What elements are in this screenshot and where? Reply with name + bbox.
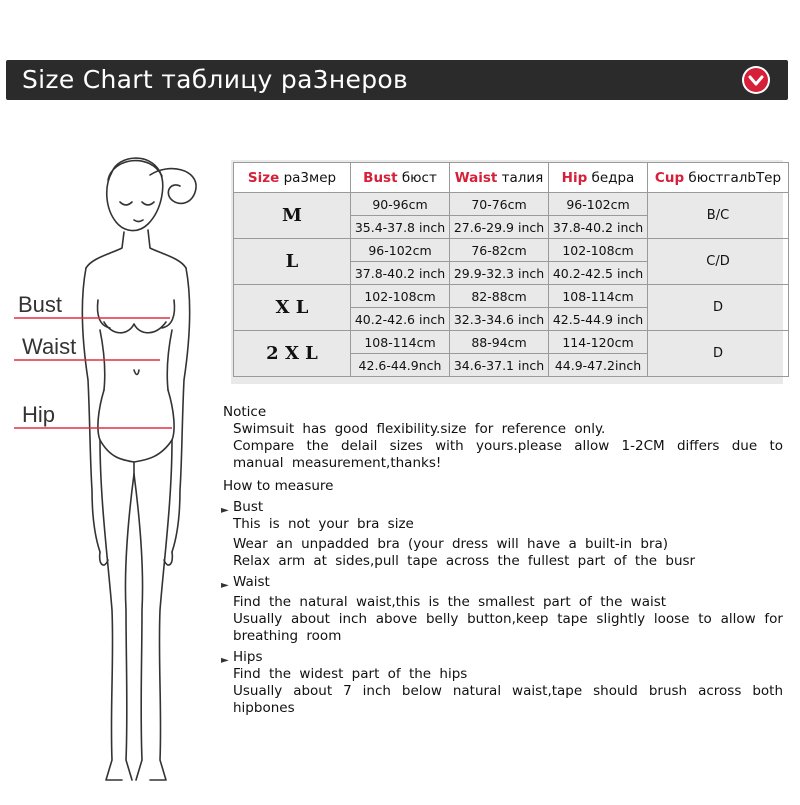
- waist-inch-cell: 32.3-34.6 inch: [450, 308, 549, 331]
- hips-note-line: Usually about 7 inch below natural waist,tape should brush across both hipbones: [233, 683, 783, 716]
- hip-inch-cell: 42.5-44.9 inch: [549, 308, 648, 331]
- bust-cm-cell: 108-114cm: [351, 331, 450, 354]
- size-cell: X L: [234, 285, 351, 331]
- waist-label: Waist: [22, 334, 77, 359]
- size-cell: L: [234, 239, 351, 285]
- waist-note-line: Find the natural waist,this is the smallest part of the waist: [233, 594, 667, 610]
- notice-line: Compare the delail sizes with yours.please allow 1-2CM differs due to manual measurement,thanks!: [233, 438, 783, 471]
- arrow-right-icon: ►: [221, 655, 229, 666]
- cup-cell: B/C: [648, 193, 789, 239]
- waist-inch-cell: 29.9-32.3 inch: [450, 262, 549, 285]
- notice-line: Swimsuit has good flexibility.size for reference only.: [233, 421, 606, 437]
- body-figure: [0, 140, 215, 800]
- measurement-notes: [223, 404, 783, 717]
- bust-section-title: Bust: [233, 499, 264, 515]
- waist-section-heading: [223, 574, 783, 591]
- hip-label: Hip: [22, 402, 56, 427]
- table-row: [234, 193, 789, 216]
- header-hip: Hip бедра: [549, 163, 648, 193]
- table-row: [234, 239, 789, 262]
- hips-section-heading: [223, 649, 783, 666]
- bust-cm-cell: 90-96cm: [351, 193, 450, 216]
- waist-inch-cell: 34.6-37.1 inch: [450, 354, 549, 377]
- hip-cm-cell: 102-108cm: [549, 239, 648, 262]
- waist-cm-cell: 88-94cm: [450, 331, 549, 354]
- hip-cm-cell: 96-102cm: [549, 193, 648, 216]
- waist-inch-cell: 27.6-29.9 inch: [450, 216, 549, 239]
- cup-cell: D: [648, 331, 789, 377]
- bust-note-line: Wear an unpadded bra (your dress will have a built-in bra): [233, 536, 669, 552]
- hip-inch-cell: 44.9-47.2inch: [549, 354, 648, 377]
- waist-cm-cell: 70-76cm: [450, 193, 549, 216]
- bust-inch-cell: 42.6-44.9nch: [351, 354, 450, 377]
- size-cell: M: [234, 193, 351, 239]
- hip-cm-cell: 114-120cm: [549, 331, 648, 354]
- waist-section-title: Waist: [233, 574, 270, 590]
- size-table: [233, 162, 789, 377]
- banner-title: Size Chart таблицу ра3неров: [22, 65, 409, 94]
- bust-cm-cell: 102-108cm: [351, 285, 450, 308]
- table-row: [234, 285, 789, 308]
- bust-cm-cell: 96-102cm: [351, 239, 450, 262]
- header-size: Size ра3мер: [234, 163, 351, 193]
- cup-cell: D: [648, 285, 789, 331]
- header-banner: [6, 60, 788, 100]
- arrow-right-icon: ►: [221, 505, 229, 516]
- how-to-measure-title: How to measure: [223, 478, 334, 494]
- bust-note-line: Relax arm at sides,pull tape across the fullest part of the busr: [233, 553, 696, 569]
- bust-inch-cell: 40.2-42.6 inch: [351, 308, 450, 331]
- bust-note-line: This is not your bra size: [233, 516, 414, 532]
- bust-inch-cell: 35.4-37.8 inch: [351, 216, 450, 239]
- hip-inch-cell: 40.2-42.5 inch: [549, 262, 648, 285]
- header-bust: Bust бюст: [351, 163, 450, 193]
- header-waist: Waist талия: [450, 163, 549, 193]
- header-cup: Cup бюстгалbТер: [648, 163, 789, 193]
- hips-note-line: Find the widest part of the hips: [233, 666, 468, 682]
- arrow-right-icon: ►: [221, 580, 229, 591]
- bust-label: Bust: [18, 292, 63, 317]
- table-row: [234, 331, 789, 354]
- cup-cell: C/D: [648, 239, 789, 285]
- notice-title: Notice: [223, 404, 267, 420]
- waist-cm-cell: 76-82cm: [450, 239, 549, 262]
- hip-inch-cell: 37.8-40.2 inch: [549, 216, 648, 239]
- hips-section-title: Hips: [233, 649, 263, 665]
- waist-note-line: Usually about inch above belly button,keep tape slightly loose to allow for breathing room: [233, 611, 783, 644]
- table-header-row: [234, 163, 789, 193]
- size-cell: 2 X L: [234, 331, 351, 377]
- hip-cm-cell: 108-114cm: [549, 285, 648, 308]
- body-outline-illustration: [0, 140, 215, 800]
- bust-inch-cell: 37.8-40.2 inch: [351, 262, 450, 285]
- waist-cm-cell: 82-88cm: [450, 285, 549, 308]
- bust-section-heading: [223, 499, 783, 516]
- chevron-down-icon[interactable]: [742, 66, 770, 94]
